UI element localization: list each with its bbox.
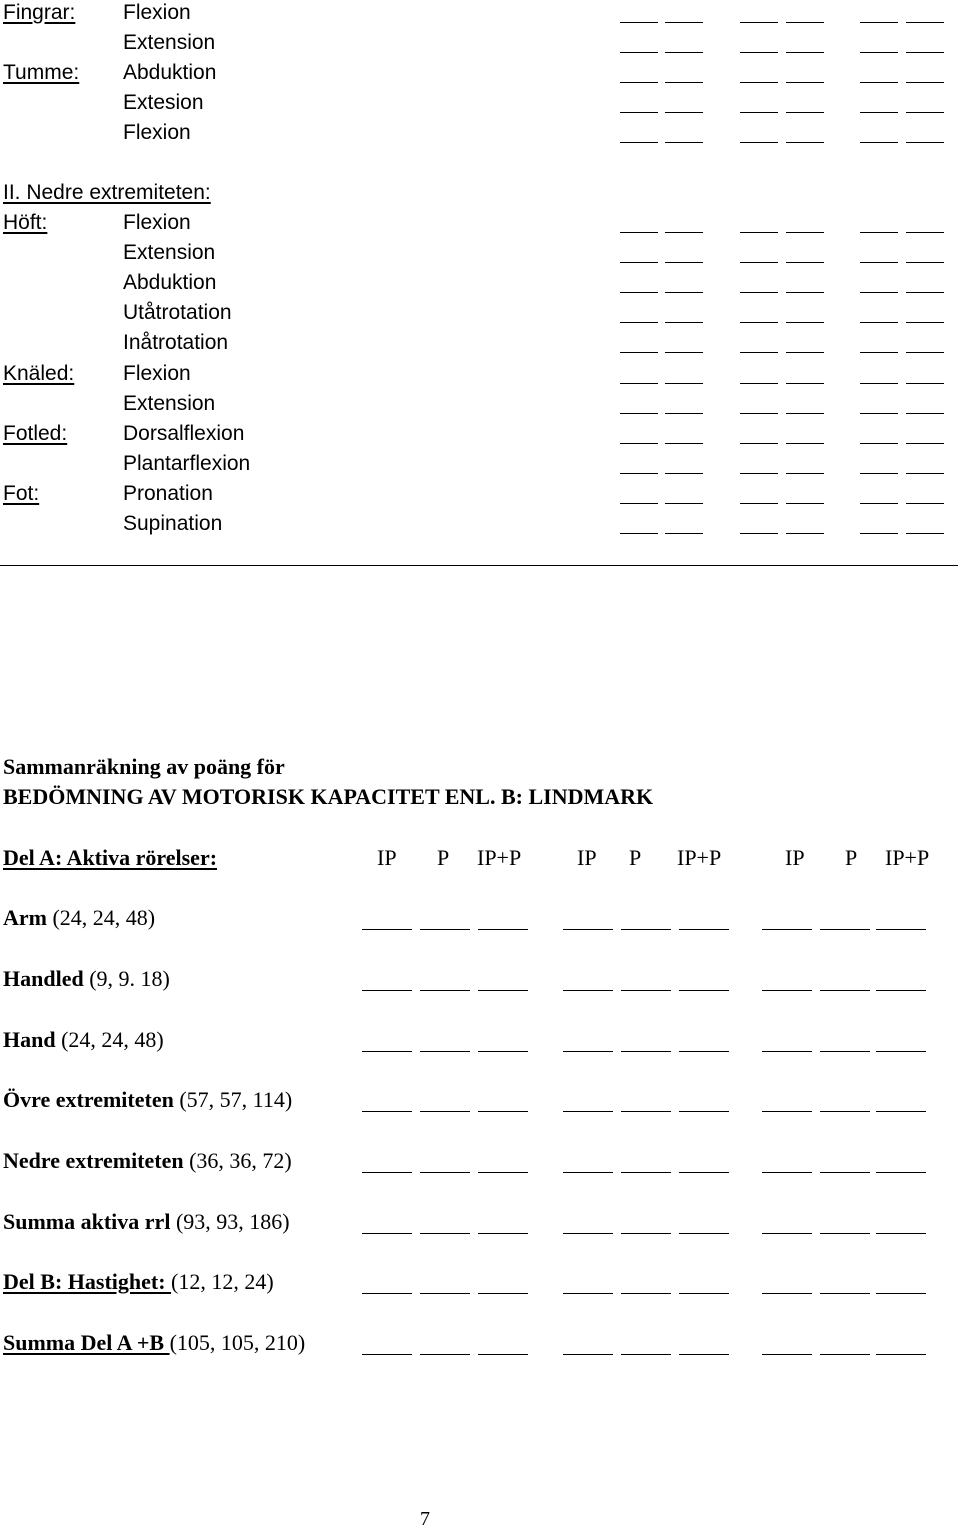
column-header: P — [437, 845, 450, 870]
summary-row-label: Övre extremiteten — [3, 1087, 174, 1112]
score-blank[interactable] — [786, 232, 824, 233]
score-blank[interactable] — [860, 112, 898, 113]
summary-blank[interactable] — [621, 1111, 671, 1112]
score-blank-row — [0, 262, 960, 264]
column-header: IP+P — [477, 845, 522, 870]
score-blank[interactable] — [740, 322, 778, 323]
score-blank[interactable] — [740, 443, 778, 444]
summary-row-label: Summa Del A +B — [3, 1330, 170, 1355]
row-group-label: Knäled: — [3, 362, 75, 385]
score-blank[interactable] — [665, 112, 703, 113]
score-blank[interactable] — [665, 533, 703, 534]
summary-blank[interactable] — [420, 1293, 470, 1294]
summary-row — [3, 905, 155, 931]
summary-blank[interactable] — [762, 1293, 812, 1294]
score-blank[interactable] — [620, 413, 658, 414]
column-header: IP — [577, 845, 597, 870]
row-movement-label: Pronation — [123, 482, 213, 505]
score-blank-row — [0, 352, 960, 354]
score-blank[interactable] — [620, 322, 658, 323]
column-header: IP — [377, 845, 397, 870]
score-blank[interactable] — [860, 383, 898, 384]
score-blank-row — [0, 82, 960, 84]
score-blank[interactable] — [620, 262, 658, 263]
score-blank[interactable] — [786, 292, 824, 293]
score-blank[interactable] — [906, 533, 944, 534]
summary-blank[interactable] — [420, 929, 470, 930]
row-movement-label: Extension — [123, 31, 216, 54]
row-movement-label: Utåtrotation — [123, 301, 232, 324]
score-blank[interactable] — [620, 383, 658, 384]
summary-row-values: (9, 9. 18) — [83, 966, 170, 991]
score-blank[interactable] — [860, 262, 898, 263]
row-movement-label: Dorsalflexion — [123, 422, 245, 445]
summary-blank[interactable] — [621, 1354, 671, 1355]
row-movement-label: Inåtrotation — [123, 331, 229, 354]
summary-blank[interactable] — [563, 990, 613, 991]
summary-blank[interactable] — [762, 1111, 812, 1112]
summary-row-label: Arm — [3, 905, 47, 930]
summary-blank[interactable] — [478, 929, 528, 930]
score-blank[interactable] — [860, 413, 898, 414]
score-blank[interactable] — [740, 142, 778, 143]
row-movement-label: Abduktion — [123, 61, 217, 84]
score-blank[interactable] — [665, 443, 703, 444]
summary-row-label: Handled — [3, 966, 84, 991]
summary-row — [3, 1027, 164, 1053]
summary-blank[interactable] — [362, 1233, 412, 1234]
score-blank[interactable] — [860, 322, 898, 323]
column-header: IP+P — [677, 845, 722, 870]
summary-blank-row — [0, 1111, 960, 1113]
del-a-label: Del A: Aktiva rörelser: — [3, 845, 218, 870]
section-title: II. Nedre extremiteten: — [3, 181, 211, 204]
score-blank[interactable] — [906, 232, 944, 233]
score-blank[interactable] — [860, 232, 898, 233]
score-blank[interactable] — [620, 352, 658, 353]
score-blank[interactable] — [906, 443, 944, 444]
score-blank[interactable] — [786, 142, 824, 143]
summary-blank[interactable] — [820, 1051, 870, 1052]
score-blank[interactable] — [620, 52, 658, 53]
row-movement-label: Plantarflexion — [123, 452, 251, 475]
score-blank[interactable] — [740, 352, 778, 353]
score-blank[interactable] — [860, 352, 898, 353]
summary-row — [3, 1087, 292, 1113]
score-blank[interactable] — [860, 503, 898, 504]
score-blank[interactable] — [860, 292, 898, 293]
summary-blank-row — [0, 1354, 960, 1356]
score-blank[interactable] — [906, 383, 944, 384]
summary-blank[interactable] — [762, 929, 812, 930]
row-movement-label: Supination — [123, 512, 223, 535]
summary-row-values: (36, 36, 72) — [183, 1148, 292, 1173]
summary-blank[interactable] — [679, 1172, 729, 1173]
summary-row — [3, 1269, 274, 1295]
summary-blank[interactable] — [679, 929, 729, 930]
score-blank-row — [0, 533, 960, 535]
summary-blank[interactable] — [420, 1172, 470, 1173]
score-blank[interactable] — [620, 112, 658, 113]
score-blank[interactable] — [620, 443, 658, 444]
summary-blank[interactable] — [876, 990, 926, 991]
score-blank[interactable] — [860, 473, 898, 474]
summary-blank[interactable] — [478, 1111, 528, 1112]
summary-row-values: (57, 57, 114) — [173, 1087, 293, 1112]
score-blank[interactable] — [906, 82, 944, 83]
column-header: P — [629, 845, 642, 870]
summary-blank[interactable] — [478, 1172, 528, 1173]
page-number: 7 — [420, 1508, 430, 1530]
summary-blank[interactable] — [362, 990, 412, 991]
score-blank[interactable] — [860, 52, 898, 53]
score-blank[interactable] — [860, 533, 898, 534]
score-blank[interactable] — [740, 292, 778, 293]
section-divider — [0, 565, 958, 566]
score-blank-row — [0, 142, 960, 144]
summary-blank[interactable] — [679, 1051, 729, 1052]
score-blank-row — [0, 503, 960, 505]
score-blank[interactable] — [786, 262, 824, 263]
score-blank-row — [0, 52, 960, 54]
summary-blank[interactable] — [362, 929, 412, 930]
score-blank[interactable] — [665, 22, 703, 23]
score-blank[interactable] — [786, 503, 824, 504]
score-blank-row — [0, 443, 960, 445]
row-movement-label: Flexion — [123, 362, 191, 385]
score-blank[interactable] — [860, 443, 898, 444]
score-blank[interactable] — [665, 262, 703, 263]
score-blank[interactable] — [906, 262, 944, 263]
score-blank[interactable] — [786, 473, 824, 474]
score-blank[interactable] — [665, 383, 703, 384]
score-blank[interactable] — [620, 142, 658, 143]
score-blank-row — [0, 322, 960, 324]
score-blank[interactable] — [786, 22, 824, 23]
row-group-label: Tumme: — [3, 61, 80, 84]
score-blank-row — [0, 112, 960, 114]
summary-blank[interactable] — [478, 1354, 528, 1355]
summary-blank[interactable] — [621, 1293, 671, 1294]
summary-blank[interactable] — [820, 1111, 870, 1112]
summary-blank-row — [0, 1172, 960, 1174]
summary-blank-row — [0, 1233, 960, 1235]
summary-blank[interactable] — [876, 1111, 926, 1112]
summary-row-values: (93, 93, 186) — [170, 1209, 290, 1234]
summary-blank[interactable] — [563, 1051, 613, 1052]
column-header: IP+P — [885, 845, 930, 870]
summary-row-label: Del B: Hastighet: — [3, 1269, 172, 1294]
row-movement-label: Abduktion — [123, 271, 217, 294]
summary-blank[interactable] — [876, 1172, 926, 1173]
score-blank[interactable] — [786, 413, 824, 414]
summary-blank[interactable] — [876, 929, 926, 930]
score-blank[interactable] — [740, 473, 778, 474]
summary-row — [3, 966, 170, 992]
column-header: P — [845, 845, 858, 870]
summary-heading: Sammanräkning av poäng för — [3, 754, 285, 779]
summary-blank[interactable] — [420, 1051, 470, 1052]
score-blank[interactable] — [786, 443, 824, 444]
summary-blank[interactable] — [362, 1111, 412, 1112]
summary-row-label: Summa aktiva rrl — [3, 1209, 171, 1234]
summary-blank-row — [0, 929, 960, 931]
summary-blank[interactable] — [420, 1111, 470, 1112]
summary-blank[interactable] — [820, 929, 870, 930]
score-blank[interactable] — [665, 352, 703, 353]
summary-blank[interactable] — [876, 1233, 926, 1234]
score-blank[interactable] — [740, 82, 778, 83]
score-blank[interactable] — [740, 503, 778, 504]
summary-row-values: (12, 12, 24) — [171, 1269, 274, 1294]
score-blank-row — [0, 383, 960, 385]
score-blank[interactable] — [740, 533, 778, 534]
row-movement-label: Extension — [123, 241, 216, 264]
score-blank[interactable] — [740, 232, 778, 233]
summary-blank[interactable] — [362, 1172, 412, 1173]
score-blank[interactable] — [786, 533, 824, 534]
summary-blank[interactable] — [362, 1051, 412, 1052]
score-blank[interactable] — [620, 473, 658, 474]
row-group-label: Fot: — [3, 482, 40, 505]
summary-blank[interactable] — [762, 990, 812, 991]
summary-blank[interactable] — [876, 1051, 926, 1052]
score-blank[interactable] — [906, 413, 944, 414]
score-blank[interactable] — [620, 533, 658, 534]
score-blank[interactable] — [620, 232, 658, 233]
score-blank[interactable] — [620, 22, 658, 23]
score-blank[interactable] — [906, 473, 944, 474]
score-blank[interactable] — [906, 352, 944, 353]
summary-blank[interactable] — [621, 1233, 671, 1234]
score-blank[interactable] — [665, 473, 703, 474]
summary-blank[interactable] — [362, 1293, 412, 1294]
summary-blank[interactable] — [563, 1233, 613, 1234]
summary-blank[interactable] — [563, 929, 613, 930]
score-blank-row — [0, 22, 960, 24]
row-group-label: Fingrar: — [3, 1, 76, 24]
summary-blank[interactable] — [876, 1354, 926, 1355]
summary-blank[interactable] — [420, 1233, 470, 1234]
summary-blank[interactable] — [876, 1293, 926, 1294]
summary-blank[interactable] — [621, 1051, 671, 1052]
score-blank[interactable] — [786, 82, 824, 83]
summary-blank[interactable] — [762, 1172, 812, 1173]
score-blank[interactable] — [860, 82, 898, 83]
summary-row-values: (24, 24, 48) — [46, 905, 156, 930]
summary-blank[interactable] — [762, 1233, 812, 1234]
score-blank[interactable] — [786, 383, 824, 384]
row-movement-label: Flexion — [123, 211, 191, 234]
summary-blank[interactable] — [679, 1111, 729, 1112]
score-blank[interactable] — [620, 503, 658, 504]
row-movement-label: Extesion — [123, 91, 204, 114]
summary-row — [3, 1148, 292, 1174]
score-blank-row — [0, 232, 960, 234]
score-blank[interactable] — [740, 22, 778, 23]
score-blank[interactable] — [906, 142, 944, 143]
score-blank[interactable] — [786, 352, 824, 353]
score-blank[interactable] — [786, 52, 824, 53]
summary-row-values: (24, 24, 48) — [55, 1027, 164, 1052]
score-blank[interactable] — [740, 413, 778, 414]
column-header: IP — [785, 845, 805, 870]
summary-blank[interactable] — [679, 1354, 729, 1355]
summary-blank[interactable] — [563, 1111, 613, 1112]
summary-blank[interactable] — [820, 990, 870, 991]
summary-blank[interactable] — [820, 1293, 870, 1294]
summary-row-label: Nedre extremiteten — [3, 1148, 184, 1173]
summary-blank[interactable] — [679, 1233, 729, 1234]
summary-blank[interactable] — [621, 929, 671, 930]
summary-blank[interactable] — [820, 1233, 870, 1234]
summary-blank[interactable] — [563, 1172, 613, 1173]
score-blank-row — [0, 413, 960, 415]
summary-blank[interactable] — [762, 1051, 812, 1052]
row-movement-label: Flexion — [123, 121, 191, 144]
summary-blank[interactable] — [820, 1354, 870, 1355]
summary-blank[interactable] — [478, 1051, 528, 1052]
summary-blank[interactable] — [621, 1172, 671, 1173]
score-blank[interactable] — [665, 413, 703, 414]
summary-blank[interactable] — [762, 1354, 812, 1355]
row-group-label: Fotled: — [3, 422, 68, 445]
summary-blank[interactable] — [478, 990, 528, 991]
score-blank[interactable] — [665, 503, 703, 504]
summary-blank[interactable] — [478, 1293, 528, 1294]
summary-blank[interactable] — [621, 990, 671, 991]
score-blank-row — [0, 292, 960, 294]
score-blank[interactable] — [665, 292, 703, 293]
row-movement-label: Flexion — [123, 1, 191, 24]
score-blank[interactable] — [860, 22, 898, 23]
summary-blank[interactable] — [820, 1172, 870, 1173]
score-blank[interactable] — [740, 383, 778, 384]
summary-row-label: Hand — [3, 1027, 56, 1052]
score-blank[interactable] — [665, 52, 703, 53]
summary-blank-row — [0, 1293, 960, 1295]
score-blank[interactable] — [620, 82, 658, 83]
score-blank[interactable] — [906, 112, 944, 113]
summary-blank[interactable] — [563, 1354, 613, 1355]
score-blank[interactable] — [860, 142, 898, 143]
summary-row — [3, 1330, 305, 1356]
summary-blank[interactable] — [563, 1293, 613, 1294]
score-blank[interactable] — [786, 112, 824, 113]
score-blank[interactable] — [740, 262, 778, 263]
score-blank-row — [0, 473, 960, 475]
summary-blank[interactable] — [679, 1293, 729, 1294]
summary-blank[interactable] — [478, 1233, 528, 1234]
score-blank[interactable] — [665, 82, 703, 83]
score-blank[interactable] — [740, 112, 778, 113]
summary-blank[interactable] — [420, 1354, 470, 1355]
score-blank[interactable] — [665, 142, 703, 143]
row-group-label: Höft: — [3, 211, 48, 234]
score-blank[interactable] — [906, 322, 944, 323]
score-blank[interactable] — [665, 322, 703, 323]
summary-subheading: BEDÖMNING AV MOTORISK KAPACITET ENL. B: LINDMARK — [3, 784, 654, 809]
summary-blank[interactable] — [362, 1354, 412, 1355]
row-movement-label: Extension — [123, 392, 216, 415]
summary-row-values: (105, 105, 210) — [169, 1330, 306, 1355]
score-blank[interactable] — [740, 52, 778, 53]
summary-row — [3, 1209, 290, 1235]
score-blank[interactable] — [786, 322, 824, 323]
score-blank[interactable] — [906, 22, 944, 23]
summary-blank[interactable] — [420, 990, 470, 991]
summary-blank-row — [0, 990, 960, 992]
score-blank[interactable] — [620, 292, 658, 293]
score-blank[interactable] — [665, 232, 703, 233]
summary-blank-row — [0, 1051, 960, 1053]
summary-blank[interactable] — [679, 990, 729, 991]
score-blank[interactable] — [906, 52, 944, 53]
score-blank[interactable] — [906, 292, 944, 293]
score-blank[interactable] — [906, 503, 944, 504]
